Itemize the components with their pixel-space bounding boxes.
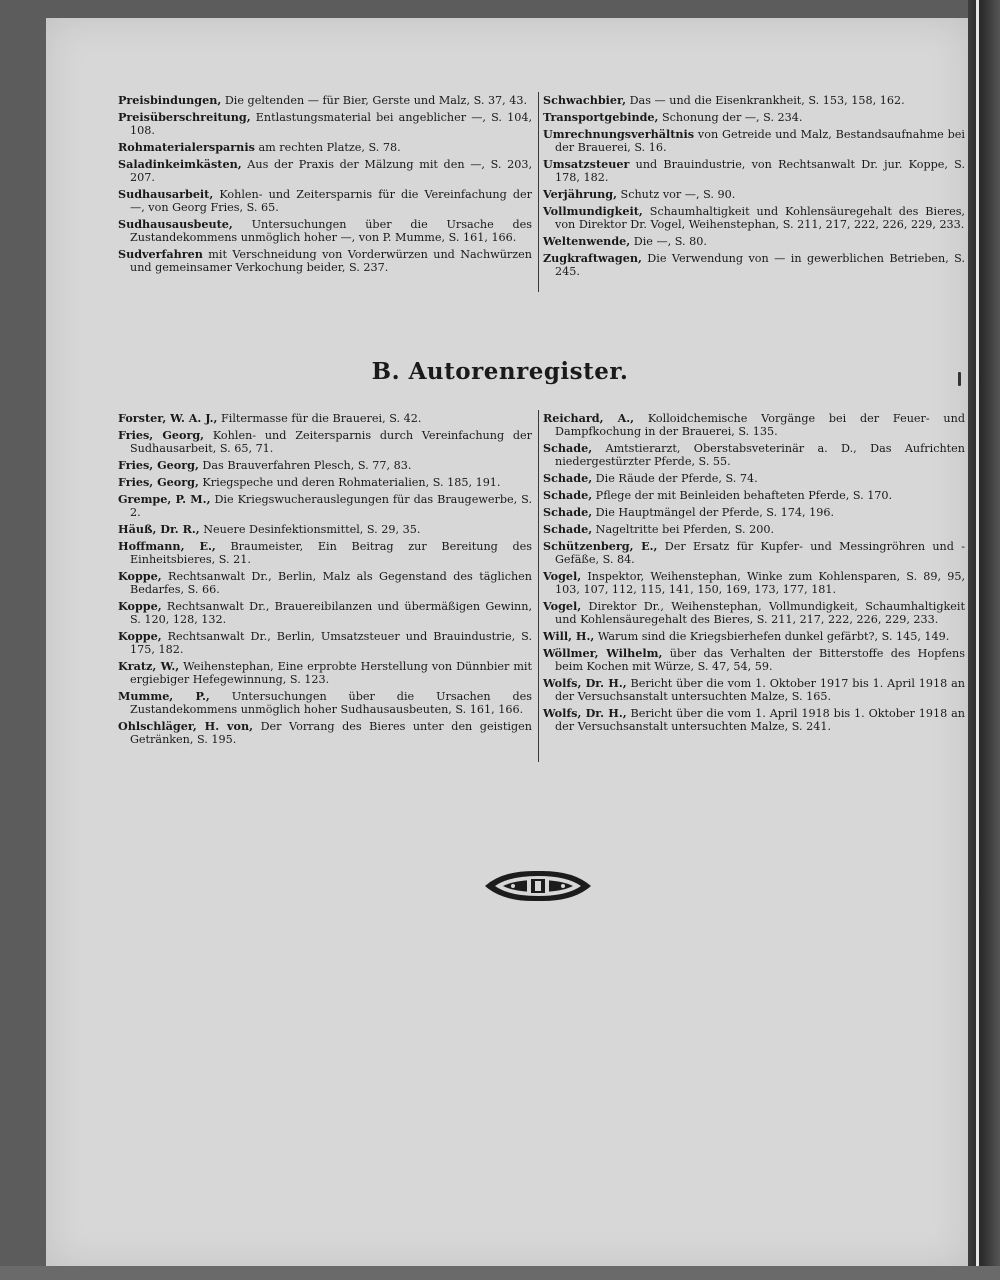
index-entry — [543, 235, 965, 248]
entry-keyword: Schade, — [543, 488, 593, 502]
index-entry — [543, 707, 965, 733]
subject-index-right-column — [543, 94, 965, 282]
index-entry — [118, 476, 532, 489]
index-entry — [543, 205, 965, 231]
entry-keyword: Ohlschläger, H. von, — [118, 719, 254, 733]
entry-text: Nageltritte bei Pferden, S. 200. — [595, 523, 775, 536]
entry-text: Entlastungsmaterial bei angeblicher —, S. 104, 108. — [130, 111, 532, 137]
index-entry — [118, 218, 532, 244]
entry-text: Der Vorrang des Bieres unter den geistigen Getränken, S. 195. — [130, 720, 532, 746]
column-divider — [538, 92, 539, 292]
entry-text: von Getreide und Malz, Bestandsaufnahme bei der Brauerei, S. 16. — [555, 128, 965, 154]
entry-text: Filtermasse für die Brauerei, S. 42. — [221, 412, 422, 425]
entry-text: Die Kriegswucherauslegungen für das Braugewerbe, S. 2. — [130, 493, 532, 519]
index-entry — [543, 523, 965, 536]
entry-keyword: Schade, — [543, 441, 593, 455]
entry-text: Untersuchungen über die Ursachen des Zustandekommens unmöglich hoher Sudhausausbeuten, S. 161, 166. — [130, 690, 533, 716]
index-entry — [543, 489, 965, 502]
entry-keyword: Koppe, — [118, 599, 162, 613]
entry-text: Weihenstephan, Eine erprobte Herstellung von Dünnbier mit ergiebiger Hefegewinnung, S. 123. — [130, 660, 533, 686]
index-entry — [118, 523, 532, 536]
entry-text: Die Verwendung von — in gewerblichen Betrieben, S. 245. — [555, 252, 966, 278]
entry-keyword: Wöllmer, Wilhelm, — [543, 646, 663, 660]
index-entry — [543, 472, 965, 485]
scan-artifact — [958, 372, 961, 386]
entry-text: Bericht über die vom 1. Oktober 1917 bis 1. April 1918 an der Versuchsanstalt untersuchten Malze, S. 165. — [555, 677, 966, 703]
entry-keyword: Sudhausausbeute, — [118, 217, 233, 231]
entry-text: Das — und die Eisenkrankheit, S. 153, 158, 162. — [629, 94, 905, 107]
entry-keyword: Sudhausarbeit, — [118, 187, 214, 201]
entry-text: und Brauindustrie, von Rechtsanwalt Dr. jur. Koppe, S. 178, 182. — [555, 158, 966, 184]
entry-text: Kohlen- und Zeitersparnis für die Vereinfachung der —, von Georg Fries, S. 65. — [130, 188, 532, 214]
entry-keyword: Transportgebinde, — [543, 110, 659, 124]
index-entry — [118, 158, 532, 184]
index-entry — [118, 570, 532, 596]
entry-text: Amtstierarzt, Oberstabsveterinär a. D., Das Aufrichten niedergestürzter Pferde, S. 55. — [555, 442, 965, 468]
entry-keyword: Schade, — [543, 471, 593, 485]
index-entry — [543, 188, 965, 201]
index-entry — [118, 630, 532, 656]
index-entry — [118, 429, 532, 455]
entry-keyword: Saladinkeimkästen, — [118, 157, 242, 171]
scan-bottom-edge — [0, 1266, 1000, 1280]
index-entry — [118, 141, 532, 154]
entry-text: Kolloidchemische Vorgänge bei der Feuer- und Dampfkochung in der Brauerei, S. 135. — [555, 412, 965, 438]
entry-text: Rechtsanwalt Dr., Brauereibilanzen und übermäßigen Gewinn, S. 120, 128, 132. — [130, 600, 533, 626]
entry-keyword: Schade, — [543, 505, 593, 519]
entry-text: Schonung der —, S. 234. — [661, 111, 803, 124]
entry-text: Kohlen- und Zeitersparnis durch Vereinfachung der Sudhausarbeit, S. 65, 71. — [130, 429, 533, 455]
entry-text: am rechten Platze, S. 78. — [258, 141, 401, 154]
index-entry — [118, 720, 532, 746]
entry-keyword: Preisbindungen, — [118, 93, 222, 107]
entry-text: Direktor Dr., Weihenstephan, Vollmundigkeit, Schaumhaltigkeit und Kohlensäuregehalt des Bieres, S. 211, 217, 222, 226, 229, 233. — [555, 600, 965, 626]
entry-keyword: Rohmaterialersparnis — [118, 140, 255, 154]
entry-text: Schaumhaltigkeit und Kohlensäuregehalt des Bieres, von Direktor Dr. Vogel, Weihenstephan, S. 211, 217, 222, 226, 229, 233. — [555, 205, 965, 231]
entry-keyword: Umsatzsteuer — [543, 157, 630, 171]
entry-keyword: Schade, — [543, 522, 593, 536]
index-entry — [118, 248, 532, 274]
entry-keyword: Vogel, — [543, 569, 582, 583]
index-entry — [118, 459, 532, 472]
entry-keyword: Preisüberschreitung, — [118, 110, 251, 124]
entry-text: Neuere Desinfektionsmittel, S. 29, 35. — [203, 523, 421, 536]
index-entry — [543, 412, 965, 438]
entry-keyword: Umrechnungsverhältnis — [543, 127, 695, 141]
entry-keyword: Weltenwende, — [543, 234, 631, 248]
column-divider — [538, 410, 539, 762]
entry-text: Die geltenden — für Bier, Gerste und Malz, S. 37, 43. — [224, 94, 528, 107]
entry-text: Inspektor, Weihenstephan, Winke zum Kohlensparen, S. 89, 95, 103, 107, 112, 115, 141, 150, 169, 173, 177, 181. — [555, 570, 966, 596]
index-entry — [118, 660, 532, 686]
entry-text: Rechtsanwalt Dr., Berlin, Malz als Gegenstand des täglichen Bedarfes, S. 66. — [130, 570, 533, 596]
entry-text: über das Verhalten der Bitterstoffe des Hopfens beim Kochen mit Würze, S. 47, 54, 59. — [555, 647, 965, 673]
index-entry — [543, 111, 965, 124]
entry-keyword: Sudverfahren — [118, 247, 203, 261]
index-entry — [543, 677, 965, 703]
index-entry — [543, 630, 965, 643]
entry-list — [118, 94, 532, 274]
index-entry — [118, 188, 532, 214]
index-entry — [543, 647, 965, 673]
entry-text: Bericht über die vom 1. April 1918 bis 1. Oktober 1918 an der Versuchsanstalt untersuchten Malze, S. 241. — [555, 707, 966, 733]
index-entry — [118, 412, 532, 425]
entry-keyword: Wolfs, Dr. H., — [543, 706, 627, 720]
entry-list — [543, 412, 965, 733]
entry-text: Die Räude der Pferde, S. 74. — [595, 472, 758, 485]
entry-text: Kriegspeche und deren Rohmaterialien, S. 185, 191. — [202, 476, 501, 489]
entry-keyword: Kratz, W., — [118, 659, 180, 673]
entry-list — [543, 94, 965, 278]
entry-keyword: Vollmundigkeit, — [543, 204, 643, 218]
scan-edge — [968, 0, 1000, 1280]
entry-keyword: Reichard, A., — [543, 411, 635, 425]
entry-text: Warum sind die Kriegsbierhefen dunkel gefärbt?, S. 145, 149. — [597, 630, 950, 643]
index-entry — [118, 493, 532, 519]
index-entry — [118, 600, 532, 626]
entry-keyword: Koppe, — [118, 569, 162, 583]
entry-text: Die Hauptmängel der Pferde, S. 174, 196. — [595, 506, 835, 519]
entry-text: Aus der Praxis der Mälzung mit den —, S. 203, 207. — [130, 158, 533, 184]
entry-text: Rechtsanwalt Dr., Berlin, Umsatzsteuer und Brauindustrie, S. 175, 182. — [130, 630, 532, 656]
entry-text: Das Brauverfahren Plesch, S. 77, 83. — [202, 459, 412, 472]
index-entry — [118, 540, 532, 566]
section-title: B. Autorenregister. — [371, 358, 629, 385]
index-entry — [118, 690, 532, 716]
entry-list — [118, 412, 532, 746]
entry-keyword: Koppe, — [118, 629, 162, 643]
printers-ornament-icon — [483, 868, 593, 904]
index-entry — [543, 506, 965, 519]
entry-keyword: Verjährung, — [543, 187, 617, 201]
index-entry — [543, 442, 965, 468]
entry-text: Der Ersatz für Kupfer- und Messingröhren und -Gefäße, S. 84. — [555, 540, 965, 566]
entry-text: Pflege der mit Beinleiden behafteten Pferde, S. 170. — [595, 489, 893, 502]
index-entry — [543, 252, 965, 278]
entry-keyword: Fries, Georg, — [118, 428, 205, 442]
index-entry — [543, 540, 965, 566]
index-entry — [118, 111, 532, 137]
entry-keyword: Zugkraftwagen, — [543, 251, 642, 265]
author-index-right-column — [543, 412, 965, 737]
entry-keyword: Vogel, — [543, 599, 582, 613]
entry-text: Untersuchungen über die Ursache des Zustandekommens unmöglich hoher —, von P. Mumme, S. 161, 166. — [130, 218, 532, 244]
entry-keyword: Wolfs, Dr. H., — [543, 676, 627, 690]
entry-keyword: Schützenberg, E., — [543, 539, 658, 553]
entry-keyword: Schwachbier, — [543, 93, 627, 107]
subject-index-left-column — [118, 94, 532, 278]
entry-text: Die —, S. 80. — [633, 235, 707, 248]
entry-keyword: Fries, Georg, — [118, 475, 199, 489]
entry-keyword: Grempe, P. M., — [118, 492, 211, 506]
entry-text: Schutz vor —, S. 90. — [620, 188, 736, 201]
index-entry — [543, 570, 965, 596]
index-entry — [543, 94, 965, 107]
index-entry — [543, 600, 965, 626]
entry-keyword: Mumme, P., — [118, 689, 210, 703]
entry-keyword: Will, H., — [543, 629, 595, 643]
index-entry — [543, 128, 965, 154]
entry-keyword: Hoffmann, E., — [118, 539, 216, 553]
index-entry — [118, 94, 532, 107]
author-index-left-column — [118, 412, 532, 750]
entry-text: Braumeister, Ein Beitrag zur Bereitung des Einheitsbieres, S. 21. — [130, 540, 532, 566]
entry-keyword: Häuß, Dr. R., — [118, 522, 200, 536]
entry-keyword: Fries, Georg, — [118, 458, 199, 472]
entry-text: mit Verschneidung von Vorderwürzen und Nachwürzen und gemeinsamer Verkochung beider, S. 237. — [130, 248, 532, 274]
index-entry — [543, 158, 965, 184]
entry-keyword: Forster, W. A. J., — [118, 411, 218, 425]
